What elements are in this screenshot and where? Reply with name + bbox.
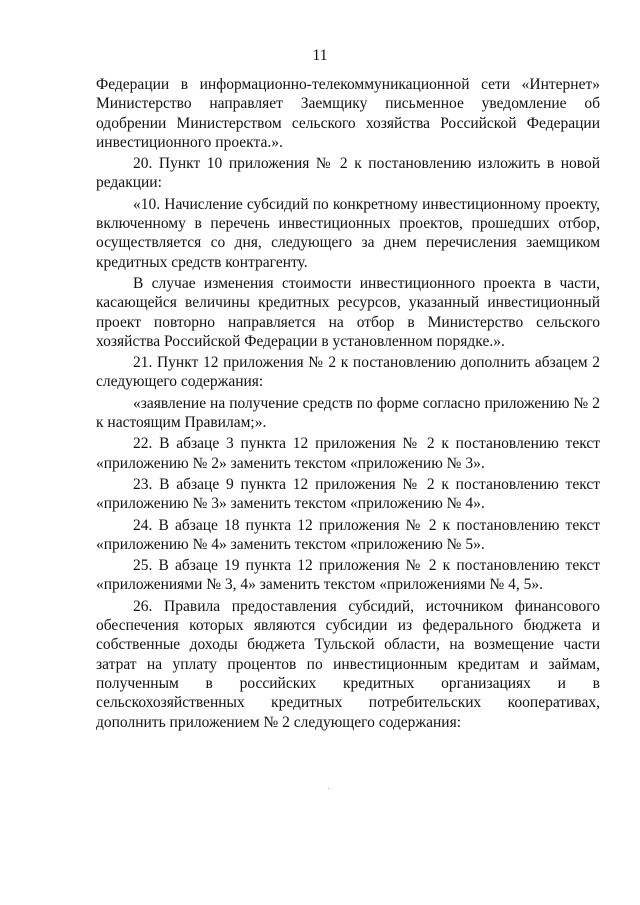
paragraph-continuation: Федерации в информационно-телекоммуникационной сети «Интернет» Министерство направляет Заемщику письменное уведомление об одобрении Министерством сельского хозяйства Российской Федерации инвестиционного проекта.». xyxy=(96,76,600,151)
paragraph-item-26: 26. Правила предоставления субсидий, источником финансового обеспечения которых являются субсидии из федерального бюджета и собственные доходы бюджета Тульской области, на возмещение части затрат на уплату процентов по инвестиционным кредитам и займам, полученным в российских кредитных организациях и в сельскохозяйственных кредитных потребительских кооперативах, дополнить приложением № 2 следующего содержания: xyxy=(96,597,600,731)
paragraph-quoted-application: «заявление на получение средств по форме согласно приложению № 2 к настоящим Правилам;». xyxy=(96,394,600,432)
paragraph-item-22: 22. В абзаце 3 пункта 12 приложения № 2 к постановлению текст «приложению № 2» заменить текстом «приложению № 3». xyxy=(96,435,600,472)
paragraph-item-20: 20. Пункт 10 приложения № 2 к постановлению изложить в новой редакции: xyxy=(96,155,600,192)
page-number: 11 xyxy=(312,47,328,64)
scan-speck xyxy=(328,788,329,789)
paragraph-quoted-item-10: «10. Начисление субсидий по конкретному инвестиционному проекту, включенному в перечень инвестиционных проектов, прошедших отбор, осуществляется со дня, следующего за днем перечисления заемщиком кредитных средств контрагенту. xyxy=(96,195,600,271)
paragraph-cost-change: В случае изменения стоимости инвестиционного проекта в части, касающейся величины кредитных ресурсов, указанный инвестиционный проект повторно направляется на отбор в Министерство сельского хозяйства Российской Федерации в установленном порядке.». xyxy=(96,274,600,350)
paragraph-item-23: 23. В абзаце 9 пункта 12 приложения № 2 к постановлению текст «приложению № 3» заменить текстом «приложению № 4». xyxy=(96,475,600,513)
paragraph-item-24: 24. В абзаце 18 пункта 12 приложения № 2 к постановлению текст «приложению № 4» заменить текстом «приложению № 5». xyxy=(96,516,600,553)
paragraph-item-25: 25. В абзаце 19 пункта 12 приложения № 2 к постановлению текст «приложениями № 3, 4» заменить текстом «приложениями № 4, 5». xyxy=(96,557,600,594)
document-body xyxy=(96,75,600,732)
paragraph-item-21: 21. Пункт 12 приложения № 2 к постановлению дополнить абзацем 2 следующего содержания: xyxy=(96,354,600,391)
